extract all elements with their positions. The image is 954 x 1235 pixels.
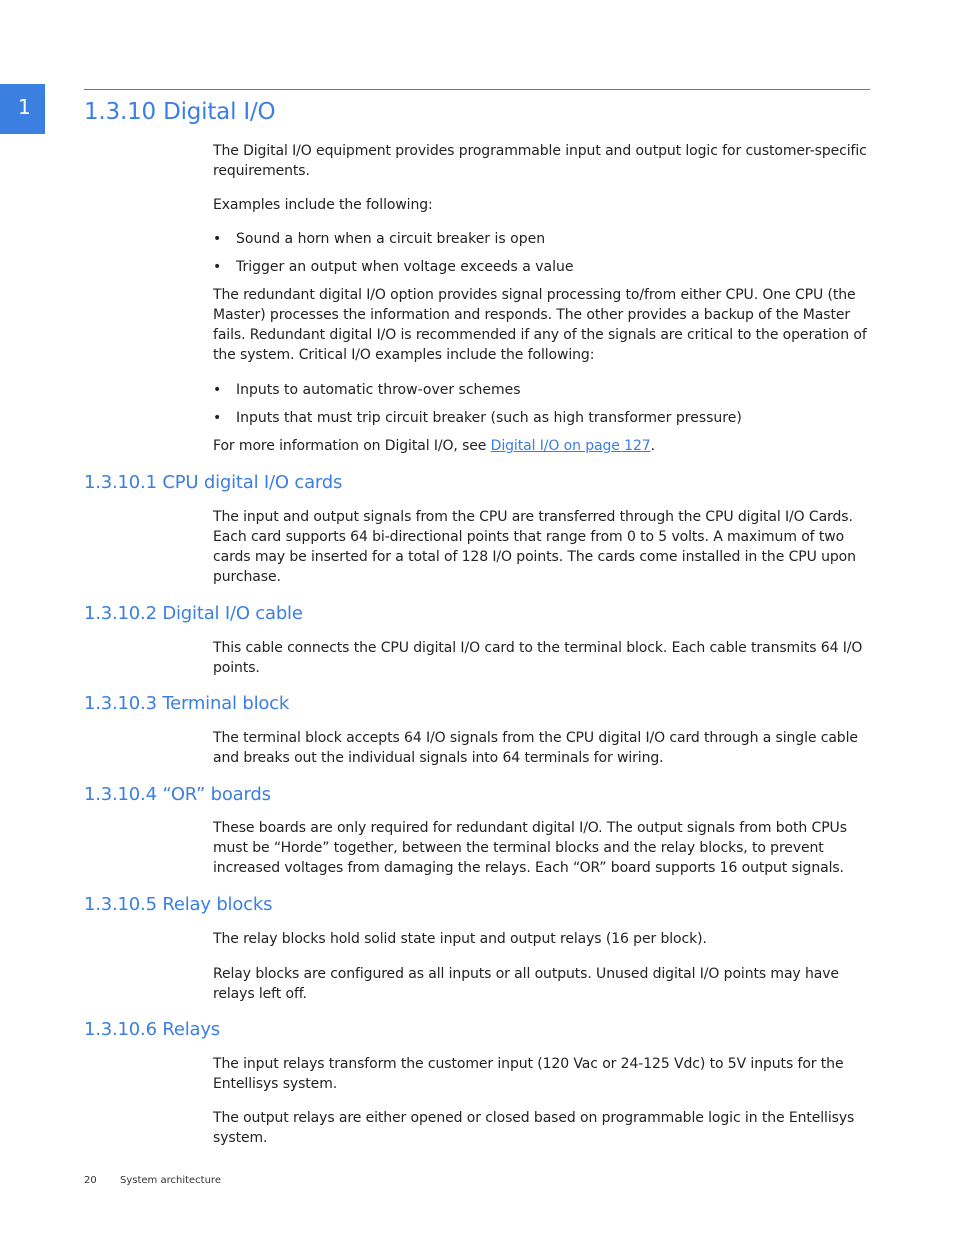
list-item-text: Inputs to automatic throw-over schemes bbox=[236, 382, 521, 398]
section-heading-relays: 1.3.10.6 Relays bbox=[84, 1019, 220, 1040]
list-item-text: Sound a horn when a circuit breaker is open bbox=[236, 231, 546, 247]
section-paragraph: Relay blocks are configured as all inputs or all outputs. Unused digital I/O points may have relays left off. bbox=[213, 966, 839, 1002]
bullet-icon: • bbox=[213, 382, 222, 398]
section-paragraph: This cable connects the CPU digital I/O card to the terminal block. Each cable transmits 64 I/O points. bbox=[213, 640, 863, 676]
more-info-suffix: . bbox=[650, 438, 655, 454]
section-paragraph: These boards are only required for redundant digital I/O. The output signals from both CPUs must be “Horde” together, between the terminal blocks and the relay blocks, to prevent increased voltages from damaging the relays. Each “OR” board supports 16 output signals. bbox=[213, 820, 847, 876]
digital-io-page-link[interactable]: Digital I/O on page 127 bbox=[490, 438, 651, 454]
footer-page-number: 20 bbox=[84, 1175, 97, 1186]
redundant-paragraph: The redundant digital I/O option provides signal processing to/from either CPU. One CPU (the Master) processes the information and responds. The other provides a backup of the Master fails. Redundant digital I/O is recommended if any of the signals are critical to the operation of the system. Critical I/O examples include the following: bbox=[213, 287, 867, 363]
section-paragraph: The output relays are either opened or closed based on programmable logic in the Entellisys system. bbox=[213, 1110, 855, 1146]
intro-paragraph: The Digital I/O equipment provides programmable input and output logic for customer-specific requirements. bbox=[213, 143, 867, 179]
section-heading-relay-blocks: 1.3.10.5 Relay blocks bbox=[84, 894, 273, 915]
list-item-text: Inputs that must trip circuit breaker (such as high transformer pressure) bbox=[236, 410, 742, 426]
chapter-tab: 1 bbox=[0, 84, 45, 134]
section-paragraph: The input and output signals from the CPU are transferred through the CPU digital I/O Cards. Each card supports 64 bi-directional points that range from 0 to 5 volts. A maximum of two cards may be inserted for a total of 128 I/O points. The cards come installed in the CPU upon purchase. bbox=[213, 509, 856, 585]
section-paragraph: The input relays transform the customer input (120 Vac or 24-125 Vdc) to 5V inputs for the Entellisys system. bbox=[213, 1056, 844, 1092]
section-heading-terminal-block: 1.3.10.3 Terminal block bbox=[84, 693, 290, 714]
page-title: 1.3.10 Digital I/O bbox=[84, 99, 276, 125]
footer-section-name: System architecture bbox=[120, 1175, 221, 1186]
section-heading-or-boards: 1.3.10.4 “OR” boards bbox=[84, 784, 271, 805]
more-info-prefix: For more information on Digital I/O, see bbox=[213, 438, 491, 454]
bullet-icon: • bbox=[213, 231, 222, 247]
bullet-icon: • bbox=[213, 259, 222, 275]
section-heading-cable: 1.3.10.2 Digital I/O cable bbox=[84, 603, 303, 624]
section-heading-cpu-cards: 1.3.10.1 CPU digital I/O cards bbox=[84, 472, 343, 493]
top-rule bbox=[84, 89, 870, 90]
bullet-icon: • bbox=[213, 410, 222, 426]
section-paragraph: The terminal block accepts 64 I/O signals from the CPU digital I/O card through a single cable and breaks out the individual signals into 64 terminals for wiring. bbox=[213, 730, 858, 766]
list-item-text: Trigger an output when voltage exceeds a value bbox=[236, 259, 574, 275]
examples-lead: Examples include the following: bbox=[213, 197, 433, 213]
more-info-paragraph bbox=[213, 436, 873, 456]
section-paragraph: The relay blocks hold solid state input and output relays (16 per block). bbox=[213, 931, 707, 947]
